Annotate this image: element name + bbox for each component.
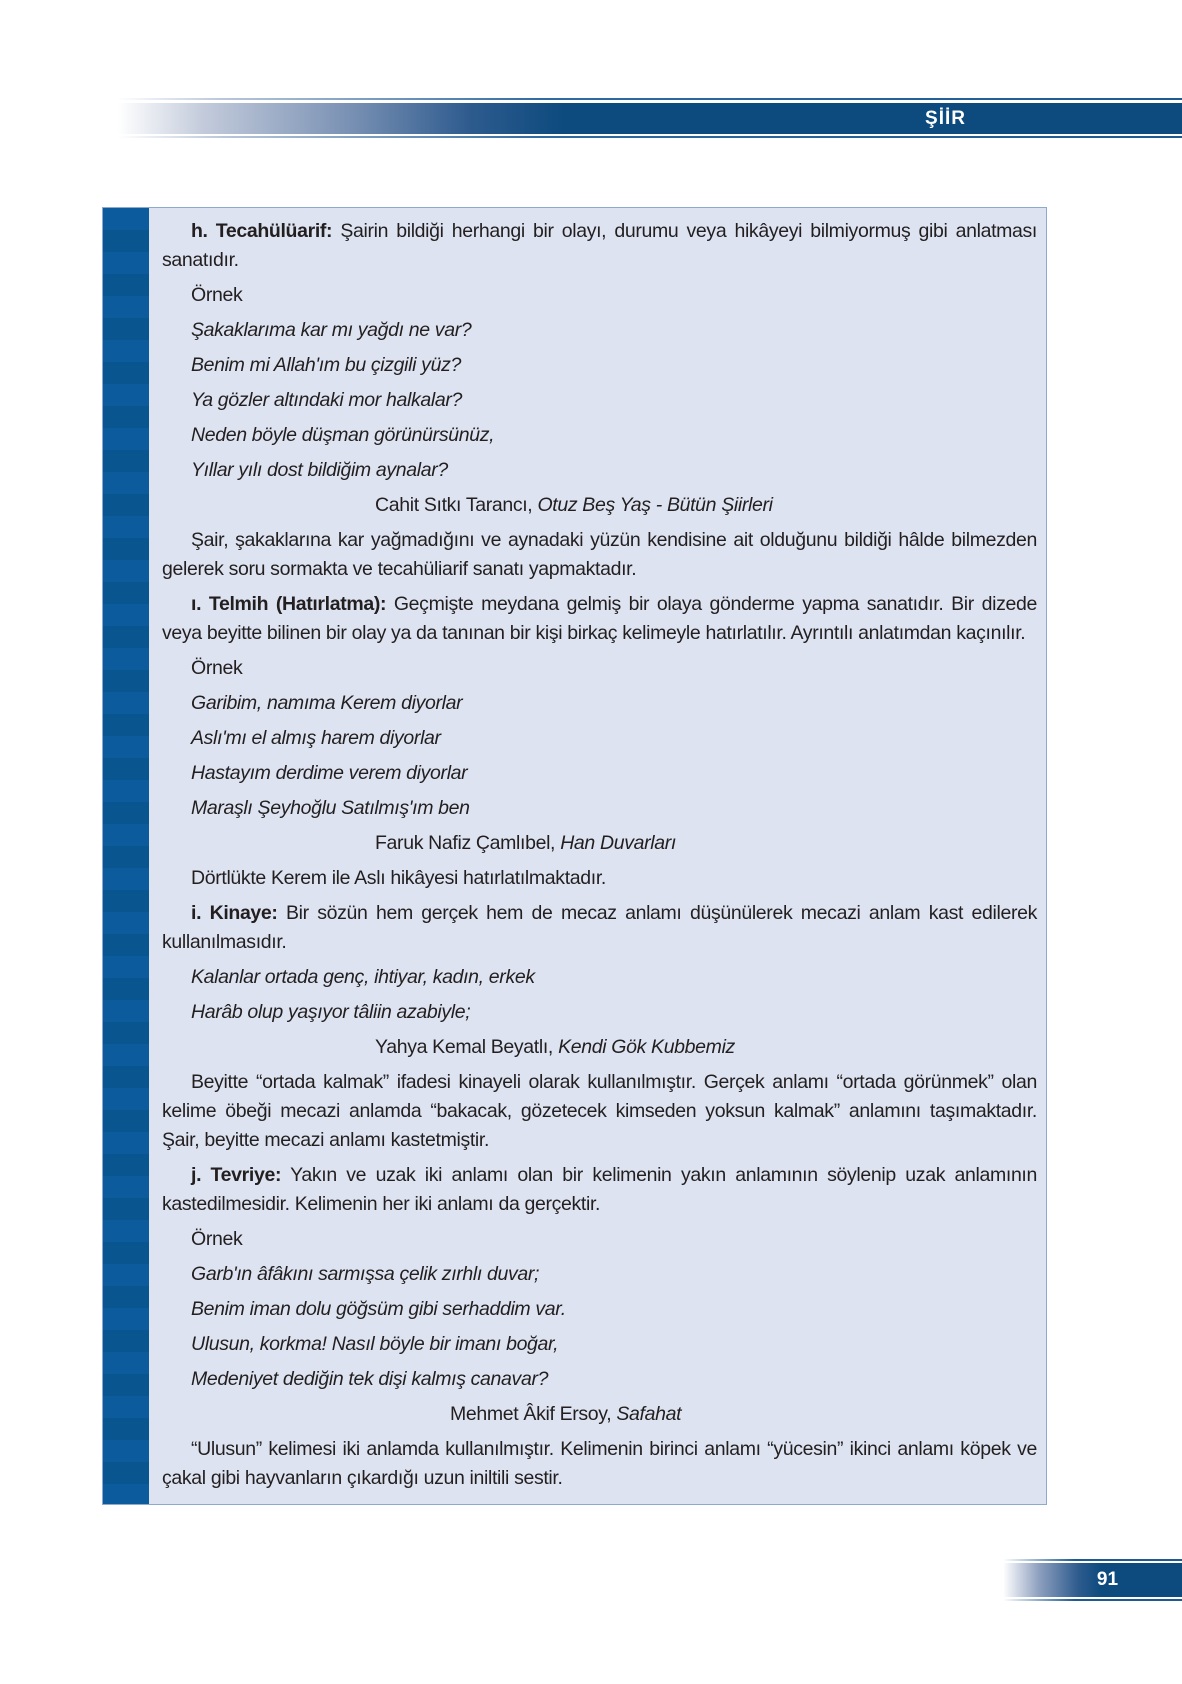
work-title: Han Duvarları [560, 832, 676, 854]
page-number-rule-bottom [1003, 1599, 1182, 1601]
header-rule-bottom [118, 136, 1182, 138]
header-rule-top [118, 98, 1182, 100]
example-label: Örnek [191, 1228, 243, 1250]
term: i. Kinaye: [191, 902, 278, 924]
author: Faruk Nafiz Çamlıbel, [375, 832, 561, 854]
verse-line: Kalanlar ortada genç, ihtiyar, kadın, erkek [191, 966, 535, 988]
work-title: Safahat [616, 1403, 682, 1425]
attribution [162, 829, 1037, 858]
term: j. Tevriye: [191, 1164, 282, 1186]
author: Mehmet Âkif Ersoy, [450, 1403, 617, 1425]
definition-tevriye [162, 1161, 1037, 1219]
term: h. Tecahülüarif: [191, 220, 333, 242]
term: ı. Telmih (Hatırlatma): [191, 593, 387, 615]
verse-line: Hastayım derdime verem diyorlar [191, 762, 468, 784]
work-title: Kendi Gök Kubbemiz [558, 1036, 735, 1058]
chapter-title: ŞİİR [925, 108, 966, 129]
verse-line: Şakaklarıma kar mı yağdı ne var? [191, 319, 472, 341]
verse-line: Yıllar yılı dost bildiğim aynalar? [191, 459, 448, 481]
verse-line: Medeniyet dediğin tek dişi kalmış canavar? [191, 1368, 549, 1390]
verse-line: Harâb olup yaşıyor tâliin azabiyle; [191, 1001, 471, 1023]
header-bar [118, 103, 1182, 134]
verse-line: Benim mi Allah'ım bu çizgili yüz? [191, 354, 461, 376]
attribution [162, 491, 1037, 520]
definition-text: Şairin bildiği herhangi bir olayı, durumu veya hikâyeyi bilmiyormuş gibi anlatması sanatıdır. [162, 220, 1037, 271]
verse-line: Maraşlı Şeyhoğlu Satılmış'ım ben [191, 797, 470, 819]
explanation: Dörtlükte Kerem ile Aslı hikâyesi hatırlatılmaktadır. [191, 867, 606, 889]
verse-line: Ulusun, korkma! Nasıl böyle bir imanı boğar, [191, 1333, 559, 1355]
side-strip [103, 208, 149, 1504]
author: Yahya Kemal Beyatlı, [375, 1036, 559, 1058]
verse-line: Aslı'mı el almış harem diyorlar [191, 727, 441, 749]
definition-kinaye [162, 899, 1037, 957]
example-label: Örnek [191, 657, 243, 679]
example-label: Örnek [191, 284, 243, 306]
verse-line: Garibim, namıma Kerem diyorlar [191, 692, 463, 714]
verse-line: Ya gözler altındaki mor halkalar? [191, 389, 462, 411]
explanation: Şair, şakaklarına kar yağmadığını ve aynadaki yüzün kendisine ait olduğunu bildiği hâlde bilmezden gelerek soru sormakta ve tecahüliarif sanatı yapmaktadır. [162, 529, 1037, 580]
explanation: Beyitte “ortada kalmak” ifadesi kinayeli olarak kullanılmıştır. Gerçek anlamı “ortada görünmek” olan kelime öbeği mecazi anlamda “bakacak, gözetecek kimseden yoksun kalmak” anlamını taşımaktadır. Şair, beyitte mecazi anlamı kastetmiştir. [162, 1071, 1037, 1151]
definition-telmih [162, 590, 1037, 648]
verse-line: Garb'ın âfâkını sarmışsa çelik zırhlı duvar; [191, 1263, 540, 1285]
definition-text: Bir sözün hem gerçek hem de mecaz anlamı düşünülerek mecazi anlam kast edilerek kullanılmasıdır. [162, 902, 1037, 953]
definition-text: Yakın ve uzak iki anlamı olan bir kelimenin yakın anlamının söylenip uzak anlamının kastedilmesidir. Kelimenin her iki anlamı da gerçektir. [162, 1164, 1037, 1215]
verse-line: Neden böyle düşman görünürsünüz, [191, 424, 495, 446]
definition-text: Geçmişte meydana gelmiş bir olaya gönderme yapma sanatıdır. Bir dizede veya beyitte bilinen bir olay ya da tanınan bir kişi birkaç kelimeyle hatırlatılır. Ayrıntılı anlatımdan kaçınılır. [162, 593, 1037, 644]
explanation: “Ulusun” kelimesi iki anlamda kullanılmıştır. Kelimenin birinci anlamı “yücesin” ikinci anlamı köpek ve çakal gibi hayvanların çıkardığı uzun iniltili sestir. [162, 1438, 1037, 1489]
work-title: Otuz Beş Yaş - Bütün Şiirleri [537, 494, 773, 516]
attribution [162, 1033, 1037, 1062]
definition-tecahuluarif [162, 217, 1037, 275]
content-box [102, 207, 1047, 1505]
attribution [162, 1400, 1037, 1429]
verse-line: Benim iman dolu göğsüm gibi serhaddim var. [191, 1298, 566, 1320]
content-text [162, 217, 1037, 1493]
author: Cahit Sıtkı Tarancı, [375, 494, 538, 516]
page-number-rule-top [1003, 1559, 1182, 1561]
page-number: 91 [1096, 1569, 1119, 1590]
